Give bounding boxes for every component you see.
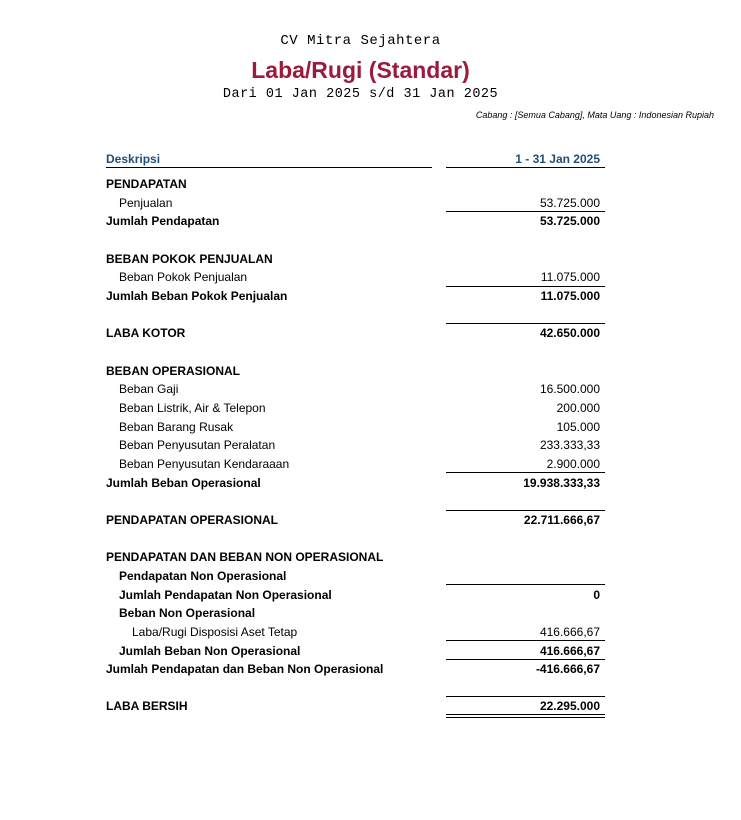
row-value: 416.666,67: [539, 625, 600, 639]
section-heading-pendapatan: [106, 177, 606, 192]
row-label: Beban Pokok Penjualan: [119, 270, 248, 284]
subtotal-rule: [446, 659, 605, 660]
section-heading-non-operasional: [106, 550, 606, 565]
table-row: [106, 382, 606, 397]
row-value: 2.900.000: [546, 457, 600, 471]
row-label: BEBAN POKOK PENJUALAN: [106, 252, 273, 266]
subtotal-rule: [446, 286, 605, 287]
subtotal-rule: [446, 584, 605, 585]
row-label: Jumlah Pendapatan dan Beban Non Operasional: [106, 662, 384, 676]
row-value: 22.295.000: [539, 699, 600, 713]
row-label: Jumlah Beban Non Operasional: [119, 644, 301, 658]
row-value: 42.650.000: [539, 326, 600, 340]
total-row-pendapatan-operasional: [106, 513, 606, 528]
report-period: Dari 01 Jan 2025 s/d 31 Jan 2025: [222, 87, 499, 102]
row-value: 416.666,67: [539, 644, 600, 658]
row-label: PENDAPATAN OPERASIONAL: [106, 513, 279, 527]
row-label: PENDAPATAN DAN BEBAN NON OPERASIONAL: [106, 550, 384, 564]
column-header-period-label: 1 - 31 Jan 2025: [515, 152, 600, 166]
total-row: [106, 289, 606, 304]
row-label: Jumlah Beban Operasional: [106, 476, 261, 490]
row-label: BEBAN OPERASIONAL: [106, 364, 241, 378]
row-value: 53.725.000: [539, 196, 600, 210]
row-value: 0: [593, 588, 600, 602]
total-row: [106, 644, 606, 659]
row-value: 11.075.000: [540, 270, 600, 284]
row-label: LABA BERSIH: [106, 699, 188, 713]
row-label: Jumlah Beban Pokok Penjualan: [106, 289, 288, 303]
table-row: [106, 420, 606, 435]
row-label: Beban Penyusutan Peralatan: [119, 438, 276, 452]
row-label: Jumlah Pendapatan Non Operasional: [119, 588, 332, 602]
subtotal-rule: [446, 510, 605, 511]
section-heading-beban-pokok: [106, 252, 606, 267]
total-row: [106, 214, 606, 229]
total-row: [106, 476, 606, 491]
subtotal-rule: [446, 211, 605, 212]
report-title: Laba/Rugi (Standar): [251, 57, 470, 83]
row-label: Penjualan: [119, 196, 173, 210]
subtotal-rule: [446, 323, 605, 324]
row-label: Beban Gaji: [119, 382, 179, 396]
row-value: 11.075.000: [540, 289, 600, 303]
table-row: [106, 457, 606, 472]
row-label: Laba/Rugi Disposisi Aset Tetap: [132, 625, 298, 639]
subsection-heading: [106, 569, 606, 584]
subtotal-rule: [446, 472, 605, 473]
branch-currency-info: Cabang : [Semua Cabang], Mata Uang : Indonesian Rupiah: [475, 110, 714, 120]
row-label: Beban Barang Rusak: [119, 420, 234, 434]
total-row-laba-kotor: [106, 326, 606, 341]
total-row-laba-bersih: [106, 699, 606, 714]
row-value: 53.725.000: [539, 214, 600, 228]
table-row: [106, 438, 606, 453]
row-label: Pendapatan Non Operasional: [119, 569, 287, 583]
row-label: Beban Penyusutan Kendaraaan: [119, 457, 290, 471]
row-value: 16.500.000: [539, 382, 600, 396]
subtotal-rule: [446, 696, 605, 697]
row-label: PENDAPATAN: [106, 177, 187, 191]
column-header-description: Deskripsi: [106, 152, 432, 168]
row-value: 105.000: [556, 420, 600, 434]
table-row: [106, 270, 606, 285]
total-row: [106, 588, 606, 603]
company-name: CV Mitra Sejahtera: [280, 33, 441, 49]
row-value: 200.000: [556, 401, 600, 415]
table-row: [106, 196, 606, 211]
table-row: [106, 401, 606, 416]
row-label: Beban Non Operasional: [119, 606, 256, 620]
subtotal-rule: [446, 640, 605, 641]
row-label: LABA KOTOR: [106, 326, 186, 340]
section-heading-beban-operasional: [106, 364, 606, 379]
row-value: 233.333,33: [539, 438, 600, 452]
table-row: [106, 625, 606, 640]
row-value: -416.666,67: [535, 662, 600, 676]
subsection-heading: [106, 606, 606, 621]
total-row: [106, 662, 606, 677]
row-label: Jumlah Pendapatan: [106, 214, 220, 228]
row-value: 19.938.333,33: [523, 476, 600, 490]
row-label: Beban Listrik, Air & Telepon: [119, 401, 266, 415]
row-value: 22.711.666,67: [523, 513, 600, 527]
grand-total-double-rule: [446, 714, 605, 718]
